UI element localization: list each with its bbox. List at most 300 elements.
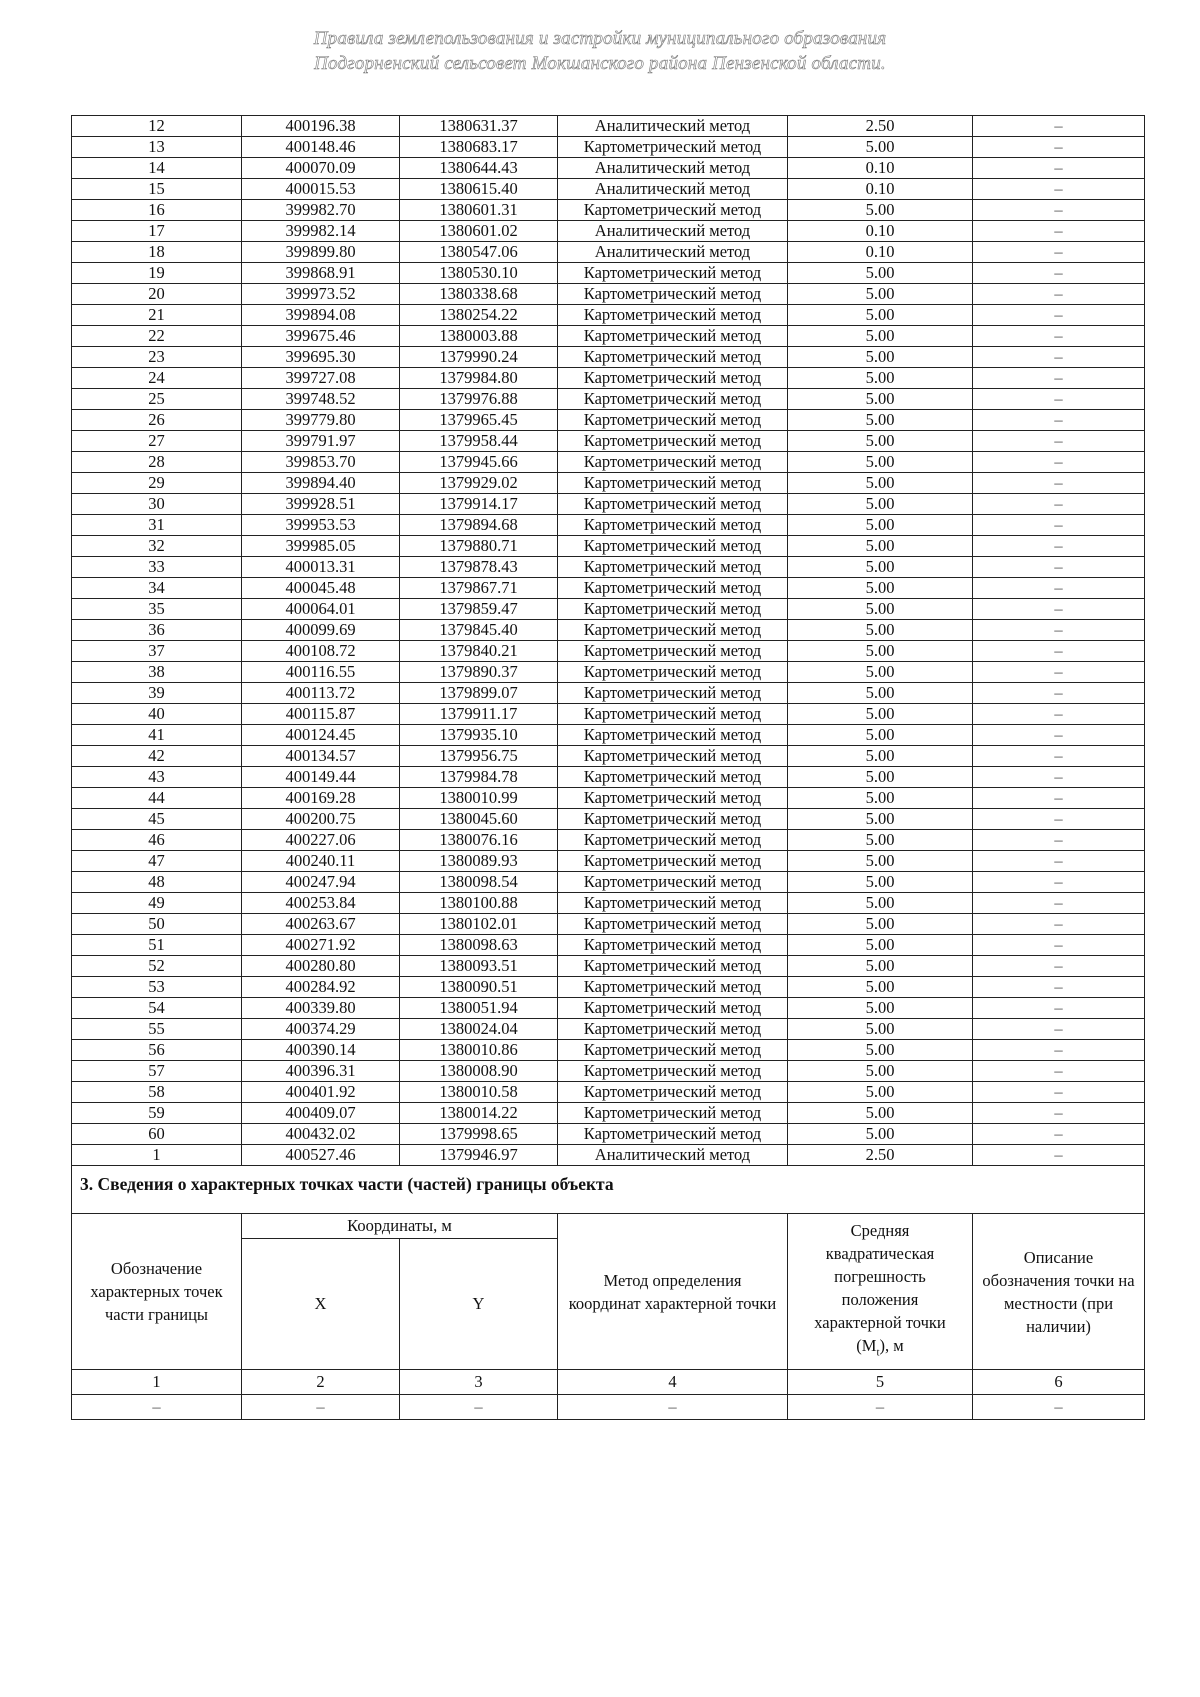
x-coordinate-cell: 400339.80 [242, 998, 400, 1019]
point-number-cell: 14 [72, 158, 242, 179]
method-cell: Картометрический метод [558, 725, 788, 746]
point-number-cell: 51 [72, 935, 242, 956]
y-coordinate-cell: 1380601.31 [400, 200, 558, 221]
table-row [72, 221, 1145, 242]
x-coordinate-cell: 400045.48 [242, 578, 400, 599]
col-designation-header: Обозначение характерных точек части границы [72, 1214, 242, 1370]
col-number-5: 5 [788, 1370, 973, 1395]
description-cell: – [973, 620, 1145, 641]
table-row [72, 494, 1145, 515]
y-coordinate-cell: 1379899.07 [400, 683, 558, 704]
table-row [72, 1040, 1145, 1061]
table-row [72, 158, 1145, 179]
y-coordinate-cell: 1379867.71 [400, 578, 558, 599]
col-number-6: 6 [973, 1370, 1145, 1395]
point-number-cell: 12 [72, 116, 242, 137]
method-cell: Картометрический метод [558, 872, 788, 893]
x-coordinate-cell: 400108.72 [242, 641, 400, 662]
x-coordinate-cell: 400115.87 [242, 704, 400, 725]
description-cell: – [973, 1103, 1145, 1124]
method-cell: Картометрический метод [558, 1103, 788, 1124]
error-cell: 5.00 [788, 788, 973, 809]
point-number-cell: 31 [72, 515, 242, 536]
y-coordinate-cell: 1380076.16 [400, 830, 558, 851]
point-number-cell: 48 [72, 872, 242, 893]
method-cell: Картометрический метод [558, 767, 788, 788]
error-cell: 5.00 [788, 599, 973, 620]
description-cell: – [973, 515, 1145, 536]
error-cell: 5.00 [788, 431, 973, 452]
table-row [72, 893, 1145, 914]
y-coordinate-cell: 1380093.51 [400, 956, 558, 977]
error-cell: 5.00 [788, 935, 973, 956]
description-cell: – [973, 473, 1145, 494]
method-cell: Картометрический метод [558, 305, 788, 326]
point-number-cell: 37 [72, 641, 242, 662]
x-coordinate-cell: 399779.80 [242, 410, 400, 431]
empty-cell-1: – [72, 1395, 242, 1420]
point-number-cell: 41 [72, 725, 242, 746]
table-row [72, 1061, 1145, 1082]
table-row [72, 557, 1145, 578]
coords-group-header: Координаты, м [242, 1214, 558, 1239]
y-coordinate-cell: 1380014.22 [400, 1103, 558, 1124]
error-cell: 5.00 [788, 1103, 973, 1124]
table-row [72, 452, 1145, 473]
point-number-cell: 20 [72, 284, 242, 305]
method-cell: Картометрический метод [558, 557, 788, 578]
y-coordinate-cell: 1380010.58 [400, 1082, 558, 1103]
method-cell: Аналитический метод [558, 221, 788, 242]
description-cell: – [973, 641, 1145, 662]
x-coordinate-cell: 400396.31 [242, 1061, 400, 1082]
x-coordinate-cell: 399853.70 [242, 452, 400, 473]
x-coordinate-cell: 400124.45 [242, 725, 400, 746]
x-coordinate-cell: 400280.80 [242, 956, 400, 977]
error-cell: 5.00 [788, 1061, 973, 1082]
error-cell: 5.00 [788, 389, 973, 410]
error-cell: 5.00 [788, 809, 973, 830]
error-cell: 5.00 [788, 368, 973, 389]
x-coordinate-cell: 400271.92 [242, 935, 400, 956]
empty-cell-2: – [242, 1395, 400, 1420]
col-y-header: Y [400, 1239, 558, 1370]
error-cell: 5.00 [788, 683, 973, 704]
section3-block [72, 1166, 1145, 1420]
error-cell: 5.00 [788, 263, 973, 284]
x-coordinate-cell: 400263.67 [242, 914, 400, 935]
x-coordinate-cell: 400169.28 [242, 788, 400, 809]
error-cell: 5.00 [788, 851, 973, 872]
point-number-cell: 22 [72, 326, 242, 347]
method-cell: Картометрический метод [558, 473, 788, 494]
table-row [72, 200, 1145, 221]
method-cell: Аналитический метод [558, 242, 788, 263]
y-coordinate-cell: 1379984.80 [400, 368, 558, 389]
empty-cell-5: – [788, 1395, 973, 1420]
y-coordinate-cell: 1379914.17 [400, 494, 558, 515]
y-coordinate-cell: 1379935.10 [400, 725, 558, 746]
table-row [72, 851, 1145, 872]
y-coordinate-cell: 1380089.93 [400, 851, 558, 872]
description-cell: – [973, 683, 1145, 704]
method-cell: Картометрический метод [558, 893, 788, 914]
description-cell: – [973, 158, 1145, 179]
x-coordinate-cell: 400113.72 [242, 683, 400, 704]
description-cell: – [973, 1019, 1145, 1040]
x-coordinate-cell: 399748.52 [242, 389, 400, 410]
x-coordinate-cell: 400240.11 [242, 851, 400, 872]
x-coordinate-cell: 400015.53 [242, 179, 400, 200]
y-coordinate-cell: 1380338.68 [400, 284, 558, 305]
y-coordinate-cell: 1380010.86 [400, 1040, 558, 1061]
y-coordinate-cell: 1380631.37 [400, 116, 558, 137]
y-coordinate-cell: 1380010.99 [400, 788, 558, 809]
description-cell: – [973, 1061, 1145, 1082]
method-cell: Картометрический метод [558, 368, 788, 389]
method-cell: Картометрический метод [558, 662, 788, 683]
table-row [72, 935, 1145, 956]
point-number-cell: 28 [72, 452, 242, 473]
y-coordinate-cell: 1380098.63 [400, 935, 558, 956]
col-desc-header: Описание обозначения точки на местности (при наличии) [973, 1214, 1145, 1370]
x-coordinate-cell: 400390.14 [242, 1040, 400, 1061]
method-cell: Аналитический метод [558, 158, 788, 179]
method-cell: Картометрический метод [558, 137, 788, 158]
description-cell: – [973, 725, 1145, 746]
method-cell: Аналитический метод [558, 179, 788, 200]
point-number-cell: 53 [72, 977, 242, 998]
x-coordinate-cell: 400099.69 [242, 620, 400, 641]
method-cell: Картометрический метод [558, 620, 788, 641]
method-cell: Картометрический метод [558, 788, 788, 809]
point-number-cell: 17 [72, 221, 242, 242]
error-cell: 5.00 [788, 872, 973, 893]
x-coordinate-cell: 400527.46 [242, 1145, 400, 1166]
table-row [72, 368, 1145, 389]
table-row [72, 242, 1145, 263]
error-cell: 5.00 [788, 515, 973, 536]
description-cell: – [973, 704, 1145, 725]
table-row [72, 536, 1145, 557]
x-coordinate-cell: 399982.14 [242, 221, 400, 242]
description-cell: – [973, 578, 1145, 599]
error-cell: 5.00 [788, 347, 973, 368]
col-error-unit: ), м [879, 1335, 904, 1355]
x-coordinate-cell: 400253.84 [242, 893, 400, 914]
x-coordinate-cell: 399973.52 [242, 284, 400, 305]
col-error-header [788, 1214, 973, 1370]
y-coordinate-cell: 1379945.66 [400, 452, 558, 473]
description-cell: – [973, 893, 1145, 914]
point-number-cell: 32 [72, 536, 242, 557]
error-cell: 5.00 [788, 137, 973, 158]
method-cell: Картометрический метод [558, 263, 788, 284]
y-coordinate-cell: 1380045.60 [400, 809, 558, 830]
point-number-cell: 60 [72, 1124, 242, 1145]
boundary-points-table [71, 115, 1145, 1420]
col-number-2: 2 [242, 1370, 400, 1395]
point-number-cell: 56 [72, 1040, 242, 1061]
col-x-header: X [242, 1239, 400, 1370]
error-cell: 5.00 [788, 725, 973, 746]
error-cell: 0.10 [788, 179, 973, 200]
table-row [72, 725, 1145, 746]
section3-empty-row [72, 1395, 1145, 1420]
point-number-cell: 25 [72, 389, 242, 410]
y-coordinate-cell: 1380547.06 [400, 242, 558, 263]
document-header [0, 26, 1200, 76]
error-cell: 5.00 [788, 767, 973, 788]
header-line-1: Правила землепользования и застройки муниципального образования [313, 28, 887, 49]
description-cell: – [973, 116, 1145, 137]
section3-header-row-1 [72, 1214, 1145, 1239]
method-cell: Картометрический метод [558, 809, 788, 830]
method-cell: Картометрический метод [558, 683, 788, 704]
point-number-cell: 59 [72, 1103, 242, 1124]
point-number-cell: 50 [72, 914, 242, 935]
table-row [72, 977, 1145, 998]
method-cell: Картометрический метод [558, 536, 788, 557]
point-number-cell: 43 [72, 767, 242, 788]
point-number-cell: 1 [72, 1145, 242, 1166]
table-row [72, 872, 1145, 893]
y-coordinate-cell: 1380644.43 [400, 158, 558, 179]
description-cell: – [973, 536, 1145, 557]
x-coordinate-cell: 399791.97 [242, 431, 400, 452]
y-coordinate-cell: 1380098.54 [400, 872, 558, 893]
error-cell: 5.00 [788, 473, 973, 494]
error-cell: 2.50 [788, 116, 973, 137]
table-row [72, 410, 1145, 431]
description-cell: – [973, 1145, 1145, 1166]
y-coordinate-cell: 1380090.51 [400, 977, 558, 998]
table-row [72, 515, 1145, 536]
section3-title: 3. Сведения о характерных точках части (частей) границы объекта [72, 1166, 1145, 1214]
error-cell: 5.00 [788, 305, 973, 326]
error-cell: 2.50 [788, 1145, 973, 1166]
point-number-cell: 45 [72, 809, 242, 830]
table-row [72, 599, 1145, 620]
x-coordinate-cell: 400134.57 [242, 746, 400, 767]
y-coordinate-cell: 1380003.88 [400, 326, 558, 347]
table-row [72, 620, 1145, 641]
table-row [72, 305, 1145, 326]
x-coordinate-cell: 399953.53 [242, 515, 400, 536]
description-cell: – [973, 872, 1145, 893]
table-row [72, 998, 1145, 1019]
y-coordinate-cell: 1380102.01 [400, 914, 558, 935]
error-cell: 5.00 [788, 704, 973, 725]
error-cell: 5.00 [788, 326, 973, 347]
table-row [72, 662, 1145, 683]
table-row [72, 179, 1145, 200]
point-number-cell: 44 [72, 788, 242, 809]
y-coordinate-cell: 1379878.43 [400, 557, 558, 578]
col-number-4: 4 [558, 1370, 788, 1395]
method-cell: Картометрический метод [558, 1082, 788, 1103]
y-coordinate-cell: 1379984.78 [400, 767, 558, 788]
table-row [72, 116, 1145, 137]
method-cell: Картометрический метод [558, 935, 788, 956]
x-coordinate-cell: 399868.91 [242, 263, 400, 284]
description-cell: – [973, 410, 1145, 431]
table-row [72, 347, 1145, 368]
description-cell: – [973, 599, 1145, 620]
method-cell: Картометрический метод [558, 830, 788, 851]
point-number-cell: 27 [72, 431, 242, 452]
error-cell: 5.00 [788, 830, 973, 851]
table-row [72, 830, 1145, 851]
x-coordinate-cell: 400409.07 [242, 1103, 400, 1124]
col-method-header: Метод определения координат характерной точки [558, 1214, 788, 1370]
error-cell: 5.00 [788, 956, 973, 977]
description-cell: – [973, 326, 1145, 347]
method-cell: Картометрический метод [558, 851, 788, 872]
description-cell: – [973, 179, 1145, 200]
point-number-cell: 26 [72, 410, 242, 431]
description-cell: – [973, 977, 1145, 998]
x-coordinate-cell: 399985.05 [242, 536, 400, 557]
error-cell: 0.10 [788, 158, 973, 179]
table-row [72, 914, 1145, 935]
error-cell: 5.00 [788, 410, 973, 431]
y-coordinate-cell: 1379946.97 [400, 1145, 558, 1166]
description-cell: – [973, 767, 1145, 788]
x-coordinate-cell: 399928.51 [242, 494, 400, 515]
error-cell: 5.00 [788, 641, 973, 662]
description-cell: – [973, 851, 1145, 872]
method-cell: Картометрический метод [558, 200, 788, 221]
point-number-cell: 29 [72, 473, 242, 494]
description-cell: – [973, 137, 1145, 158]
method-cell: Аналитический метод [558, 116, 788, 137]
point-number-cell: 30 [72, 494, 242, 515]
x-coordinate-cell: 400013.31 [242, 557, 400, 578]
x-coordinate-cell: 399675.46 [242, 326, 400, 347]
y-coordinate-cell: 1380254.22 [400, 305, 558, 326]
description-cell: – [973, 242, 1145, 263]
section3-title-row [72, 1166, 1145, 1214]
description-cell: – [973, 1124, 1145, 1145]
point-number-cell: 46 [72, 830, 242, 851]
error-cell: 5.00 [788, 977, 973, 998]
y-coordinate-cell: 1380100.88 [400, 893, 558, 914]
method-cell: Картометрический метод [558, 914, 788, 935]
method-cell: Картометрический метод [558, 1124, 788, 1145]
y-coordinate-cell: 1380024.04 [400, 1019, 558, 1040]
x-coordinate-cell: 399894.08 [242, 305, 400, 326]
table-row [72, 1124, 1145, 1145]
point-number-cell: 52 [72, 956, 242, 977]
method-cell: Картометрический метод [558, 431, 788, 452]
description-cell: – [973, 221, 1145, 242]
point-number-cell: 49 [72, 893, 242, 914]
y-coordinate-cell: 1379956.75 [400, 746, 558, 767]
method-cell: Картометрический метод [558, 704, 788, 725]
header-line-2: Подгорненский сельсовет Мокшанского района Пензенской области. [314, 53, 886, 74]
x-coordinate-cell: 400284.92 [242, 977, 400, 998]
point-number-cell: 55 [72, 1019, 242, 1040]
table-row [72, 578, 1145, 599]
y-coordinate-cell: 1379911.17 [400, 704, 558, 725]
point-number-cell: 38 [72, 662, 242, 683]
x-coordinate-cell: 399695.30 [242, 347, 400, 368]
y-coordinate-cell: 1379845.40 [400, 620, 558, 641]
y-coordinate-cell: 1379894.68 [400, 515, 558, 536]
error-cell: 5.00 [788, 746, 973, 767]
description-cell: – [973, 494, 1145, 515]
error-cell: 5.00 [788, 914, 973, 935]
point-number-cell: 47 [72, 851, 242, 872]
error-cell: 5.00 [788, 893, 973, 914]
point-number-cell: 40 [72, 704, 242, 725]
point-number-cell: 54 [72, 998, 242, 1019]
error-cell: 5.00 [788, 284, 973, 305]
col-error-text: Средняя квадратическая погрешность положения характерной точки (M [814, 1220, 946, 1355]
empty-cell-3: – [400, 1395, 558, 1420]
method-cell: Картометрический метод [558, 746, 788, 767]
x-coordinate-cell: 400149.44 [242, 767, 400, 788]
method-cell: Картометрический метод [558, 515, 788, 536]
table-row [72, 389, 1145, 410]
point-number-cell: 19 [72, 263, 242, 284]
method-cell: Картометрический метод [558, 347, 788, 368]
error-cell: 5.00 [788, 1040, 973, 1061]
table-row [72, 788, 1145, 809]
method-cell: Картометрический метод [558, 284, 788, 305]
description-cell: – [973, 746, 1145, 767]
point-number-cell: 13 [72, 137, 242, 158]
description-cell: – [973, 431, 1145, 452]
point-number-cell: 18 [72, 242, 242, 263]
table-row [72, 1019, 1145, 1040]
table-row [72, 1082, 1145, 1103]
table-row [72, 284, 1145, 305]
table-row [72, 767, 1145, 788]
table-row [72, 641, 1145, 662]
error-cell: 5.00 [788, 536, 973, 557]
table-row [72, 683, 1145, 704]
description-cell: – [973, 368, 1145, 389]
y-coordinate-cell: 1379859.47 [400, 599, 558, 620]
table-row [72, 809, 1145, 830]
description-cell: – [973, 284, 1145, 305]
method-cell: Картометрический метод [558, 494, 788, 515]
error-cell: 5.00 [788, 1019, 973, 1040]
point-number-cell: 35 [72, 599, 242, 620]
table-row [72, 746, 1145, 767]
description-cell: – [973, 914, 1145, 935]
description-cell: – [973, 956, 1145, 977]
y-coordinate-cell: 1379880.71 [400, 536, 558, 557]
method-cell: Картометрический метод [558, 1040, 788, 1061]
description-cell: – [973, 1082, 1145, 1103]
error-cell: 5.00 [788, 620, 973, 641]
error-cell: 0.10 [788, 242, 973, 263]
x-coordinate-cell: 400116.55 [242, 662, 400, 683]
x-coordinate-cell: 400247.94 [242, 872, 400, 893]
error-cell: 5.00 [788, 557, 973, 578]
point-number-cell: 24 [72, 368, 242, 389]
error-cell: 5.00 [788, 200, 973, 221]
error-cell: 0.10 [788, 221, 973, 242]
x-coordinate-cell: 399894.40 [242, 473, 400, 494]
point-number-cell: 58 [72, 1082, 242, 1103]
error-cell: 5.00 [788, 494, 973, 515]
x-coordinate-cell: 400401.92 [242, 1082, 400, 1103]
description-cell: – [973, 263, 1145, 284]
